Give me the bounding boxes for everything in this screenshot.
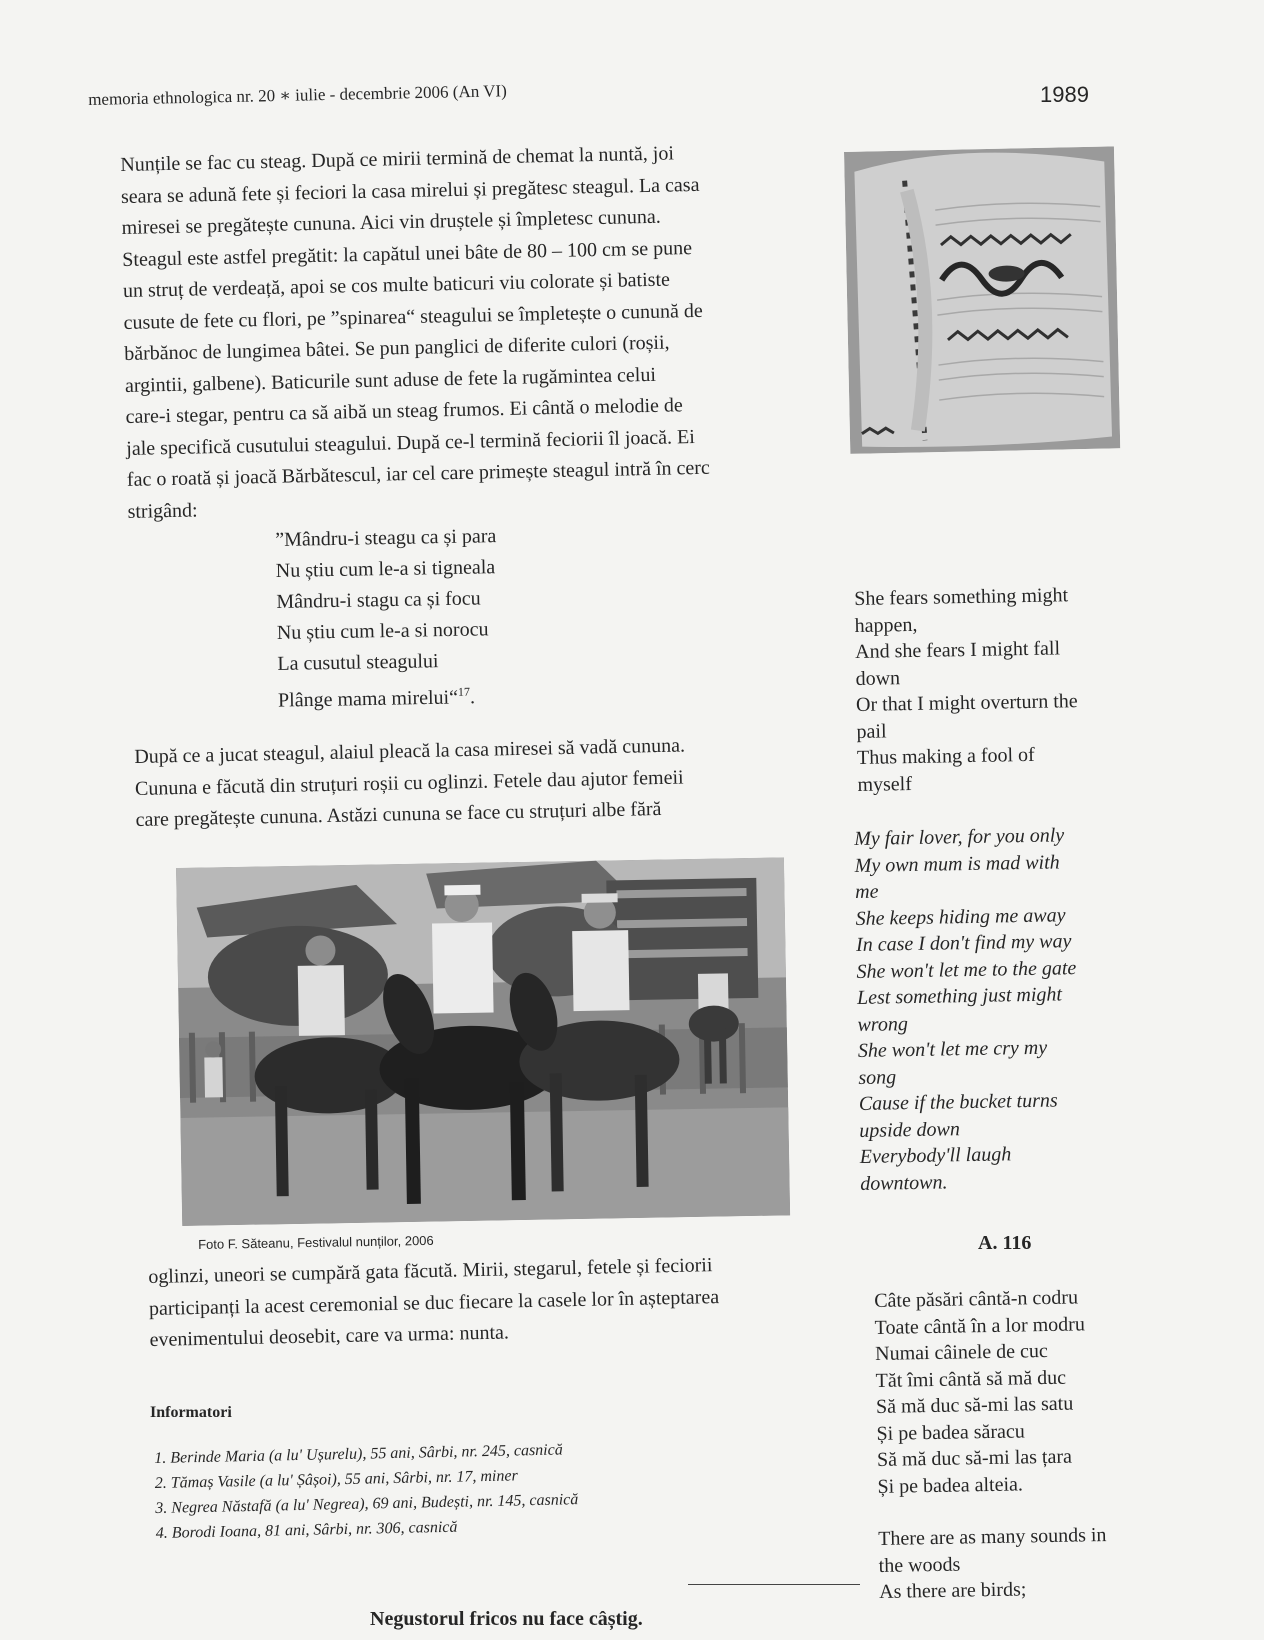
- verse-line: upside down: [859, 1117, 961, 1142]
- verse-line: She fears something might: [854, 584, 1069, 610]
- verse-line: Everybody'll laugh: [859, 1143, 1012, 1168]
- verse-line: There are as many sounds in: [878, 1524, 1107, 1550]
- proverb: Negustorul fricos nu face câștig.: [370, 1608, 643, 1630]
- verse-line: song: [858, 1065, 897, 1089]
- verse-line: Toate cântă în a lor modru: [874, 1312, 1086, 1339]
- intro-paragraph: [120, 142, 840, 528]
- text-line: cusute de fete cu flori, pe ”spinarea“ steagului se împletește o cunună de: [123, 299, 703, 334]
- verse-line: Thus making a fool of: [856, 743, 1035, 769]
- embroidery-photo-image: [844, 146, 1120, 454]
- verse-line: Să mă duc să-mi las satu: [875, 1392, 1074, 1418]
- text-line: care pregătește cununa. Astăzi cununa se face cu struțuri albe fără: [135, 797, 662, 831]
- riders-photo-image: [176, 857, 790, 1226]
- verse-line: As there are birds;: [878, 1578, 1027, 1603]
- verse-line: pail: [856, 719, 887, 743]
- verse-line: myself: [857, 772, 913, 796]
- text-line: participanți la acest ceremonial se duc fiecare la casele lor în așteptarea: [148, 1285, 720, 1320]
- verse-line: In case I don't find my way: [855, 930, 1072, 956]
- english-verse-2: [854, 821, 1160, 1197]
- text-line: bărbănoc de lungimea bâtei. Se pun panglici de diferite culori (roșii,: [124, 331, 670, 365]
- text-line: strigând:: [127, 498, 198, 523]
- embroidery-photo: [844, 146, 1120, 454]
- cununa-text: [134, 728, 826, 837]
- text-line: Nunțile se fac cu steag. După ce mirii termină de chemat la nuntă, joi: [120, 142, 675, 176]
- romanian-verse: [874, 1283, 1178, 1500]
- verse-line: Nu știu cum le-a si norocu: [276, 618, 489, 644]
- verse-line-text: Plânge mama mirelui“: [277, 686, 459, 712]
- verse-line: Nu știu cum le-a si tigneala: [275, 556, 496, 582]
- verse-line: She won't let me cry my: [857, 1036, 1048, 1062]
- verse-line: Și pe badea săracu: [876, 1419, 1025, 1445]
- english-verse-3: [878, 1521, 1179, 1606]
- text-line: evenimentului deosebit, care va urma: nunta.: [149, 1321, 510, 1351]
- text-line: argintii, galbene). Baticurile sunt aduse de fete la rugămintea celui: [124, 363, 657, 397]
- verse-line: Câte păsări cântă-n codru: [874, 1286, 1079, 1312]
- informant-item: 4. Borodi Ioana, 81 ani, Sârbi, nr. 306, casnică: [155, 1518, 458, 1542]
- informants-heading: Informatori: [150, 1404, 232, 1421]
- text-line: seara se adună fete și feciori la casa mirelui și pregătesc steagul. La casa: [120, 173, 700, 208]
- verse-line: down: [855, 666, 901, 690]
- verse-line: the woods: [878, 1553, 961, 1577]
- cununa-paragraph: [134, 734, 824, 837]
- conclusion-paragraph: [148, 1254, 848, 1357]
- text-line: un struț de verdeață, apoi se cos multe baticuri viu colorate și batiste: [122, 268, 671, 302]
- steag-verse: [275, 521, 499, 716]
- informant-item: 2. Tămaș Vasile (a lu' Șâșoi), 55 ani, Sârbi, nr. 17, miner: [154, 1467, 518, 1492]
- text-line: jale specifică cusutului steagului. După ce-l termină feciorii îl joacă. Ei: [126, 425, 696, 460]
- verse-line: ”Mândru-i steagu ca și para: [275, 525, 497, 551]
- verse-line: Și pe badea alteia.: [877, 1472, 1024, 1498]
- footer-rule: [688, 1584, 860, 1585]
- verse-line: My fair lover, for you only: [854, 824, 1065, 850]
- text-line: oglinzi, uneori se cumpără gata făcută. Mirii, stegarul, fetele și feciorii: [148, 1254, 713, 1288]
- verse-line: Plânge mama mirelui“$^{17}$.: [277, 684, 476, 712]
- verse-line: wrong: [857, 1012, 909, 1036]
- informant-item: 1. Berinde Maria (a lu' Ușurelu), 55 ani, Sârbi, nr. 245, casnică: [154, 1441, 563, 1467]
- verse-line: me: [854, 880, 879, 903]
- english-verse-1: [854, 581, 1158, 798]
- verse-line: Tăt îmi cântă să mă duc: [875, 1366, 1067, 1392]
- photo-caption: Foto F. Săteanu, Festivalul nunților, 2006: [198, 1232, 434, 1252]
- page-number: 1989: [1040, 82, 1089, 107]
- text-line: fac o roată și joacă Bărbătescul, iar cel care primește steagul intră în cerc: [126, 456, 711, 491]
- riders-photo: [176, 857, 790, 1226]
- verse-line: My own mum is mad with: [854, 850, 1060, 877]
- verse-line: Numai câinele de cuc: [874, 1339, 1049, 1365]
- informants-list: [154, 1437, 579, 1546]
- verse-line: Mândru-i stagu ca și focu: [276, 587, 481, 613]
- text-line: Steagul este astfel pregătit: la capătul unei bâte de 80 – 100 cm se pune: [122, 236, 693, 271]
- footnote-ref: 17: [457, 684, 471, 699]
- verse-line: La cusutul steagului: [277, 650, 439, 675]
- verse-line: Lest something just might: [856, 983, 1063, 1009]
- verse-line: happen,: [854, 613, 918, 637]
- verse-line: Să mă duc să-mi las țara: [876, 1445, 1073, 1471]
- journal-header: memoria ethnologica nr. 20 ∗ iulie - decembrie 2006 (An VI): [88, 81, 507, 109]
- verse-line: And she fears I might fall: [854, 637, 1061, 663]
- verse-line: downtown.: [860, 1170, 948, 1195]
- verse-line: She keeps hiding me away: [855, 903, 1066, 930]
- intro-text: [120, 135, 848, 528]
- text-line: miresei se pregătește cununa. Aici vin druștele și împletesc cununa.: [121, 205, 662, 239]
- text-line: Cununa e făcută din struțuri roșii cu oglinzi. Fetele dau ajutor femeii: [134, 766, 684, 800]
- verse-line: Or that I might overturn the: [855, 690, 1078, 716]
- conclusion-text: [148, 1247, 850, 1356]
- text-line: care-i stegar, pentru ca să aibă un steag frumos. Ei cântă o melodie de: [125, 394, 683, 428]
- verse-line: She won't let me to the gate: [856, 956, 1077, 983]
- song-label: A. 116: [978, 1232, 1032, 1254]
- informant-item: 3. Negrea Năstafă (a lu' Negrea), 69 ani, Budești, nr. 145, casnică: [155, 1491, 579, 1517]
- verse-line: Cause if the bucket turns: [858, 1089, 1058, 1115]
- text-line: După ce a jucat steagul, alaiul pleacă la casa miresei să vadă cununa.: [134, 734, 686, 768]
